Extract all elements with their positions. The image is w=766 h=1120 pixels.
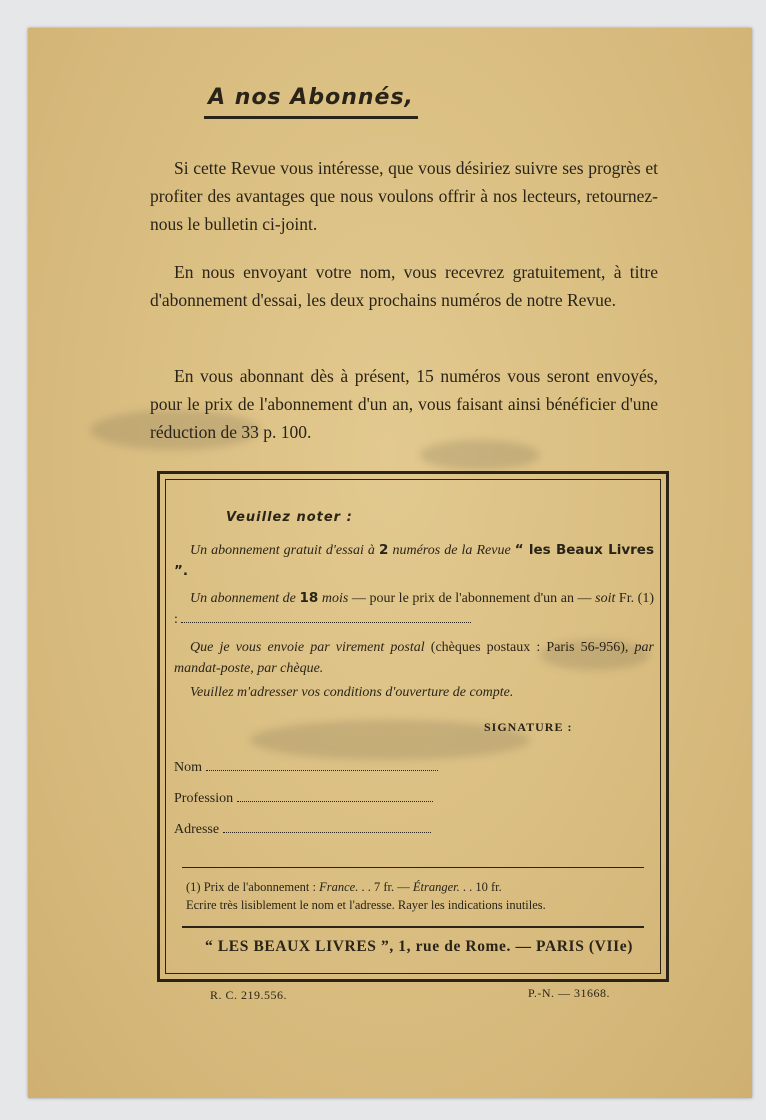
name-field-label: Nom bbox=[174, 760, 202, 775]
name-field-line[interactable] bbox=[206, 758, 438, 771]
registration-number: R. C. 219.556. bbox=[210, 988, 288, 1002]
option-payment[interactable] bbox=[174, 637, 654, 679]
option-payment-text-a: Que je vous envoie par virement postal bbox=[190, 640, 425, 655]
option-18-months[interactable] bbox=[174, 588, 654, 630]
writing-instructions: Ecrire très lisiblement le nom et l'adresse. Rayer les indications inutiles. bbox=[186, 898, 546, 912]
option-payment-text-c: par mandat-poste, par chèque. bbox=[174, 640, 654, 676]
option-18-months-text-e: Fr. (1) : bbox=[174, 591, 655, 627]
option-free-trial-revue: “ les Beaux Livres ”. bbox=[174, 542, 655, 579]
option-18-months-text-b: mois bbox=[318, 591, 349, 606]
price-footnote-france: France. bbox=[319, 880, 359, 894]
option-18-months-text-c: — pour le prix de l'abonnement d'un an — bbox=[348, 591, 596, 606]
price-footnote bbox=[186, 878, 656, 896]
address-field-label: Adresse bbox=[174, 822, 220, 837]
form-inner-border bbox=[165, 479, 661, 974]
subscription-form bbox=[157, 471, 669, 982]
price-footnote-c: . . 7 fr. — bbox=[358, 880, 413, 894]
subscription-paragraph: En vous abonnant dès à présent, 15 numéros vous seront envoyés, pour le prix de l'abonnement d'un an, vous faisant ainsi bénéficier d'une réduction de 33 p. 100. bbox=[150, 366, 658, 442]
intro-paragraph: Si cette Revue vous intéresse, que vous désiriez suivre ses progrès et profiter des avantages que nous voulons offrir à nos lecteurs, retournez-nous le bulletin ci-joint. bbox=[150, 158, 658, 234]
option-free-trial-text-b: numéros de la Revue bbox=[388, 543, 515, 558]
option-18-months-text-a: Un abonnement de bbox=[190, 591, 300, 606]
profession-field[interactable] bbox=[174, 789, 433, 807]
signature-label: SIGNATURE : bbox=[484, 720, 573, 734]
option-free-trial[interactable] bbox=[174, 540, 654, 582]
price-footnote-a: (1) Prix de l'abonnement : bbox=[186, 880, 320, 894]
amount-line[interactable] bbox=[181, 610, 471, 623]
profession-field-label: Profession bbox=[174, 791, 234, 806]
footnote-divider bbox=[182, 867, 644, 868]
address-divider bbox=[182, 926, 644, 928]
profession-field-line[interactable] bbox=[237, 789, 433, 802]
option-account[interactable]: Veuillez m'adresser vos conditions d'ouverture de compte. bbox=[190, 685, 514, 700]
print-number: P.-N. — 31668. bbox=[528, 986, 611, 1000]
address-field[interactable] bbox=[174, 820, 431, 838]
option-18-months-number: 18 bbox=[299, 590, 319, 606]
option-free-trial-number: 2 bbox=[379, 542, 389, 558]
option-payment-text-b: (chèques postaux : Paris 56-956), bbox=[424, 640, 635, 655]
note-title: Veuillez noter : bbox=[226, 510, 353, 525]
trial-paragraph: En nous envoyant votre nom, vous recevrez gratuitement, à titre d'abonnement d'essai, les deux prochains numéros de notre Revue. bbox=[150, 262, 658, 310]
publisher-address: “ LES BEAUX LIVRES ”, 1, rue de Rome. — PARIS (VIIe) bbox=[205, 938, 633, 955]
name-field[interactable] bbox=[174, 758, 438, 776]
option-free-trial-text-a: Un abonnement gratuit d'essai à bbox=[190, 543, 379, 558]
address-field-line[interactable] bbox=[223, 820, 431, 833]
page-title: A nos Abonnés, bbox=[204, 85, 418, 119]
option-18-months-text-d: soit bbox=[595, 591, 616, 606]
price-footnote-foreign: Étranger. bbox=[412, 880, 460, 894]
price-footnote-e: . . 10 fr. bbox=[459, 880, 502, 894]
